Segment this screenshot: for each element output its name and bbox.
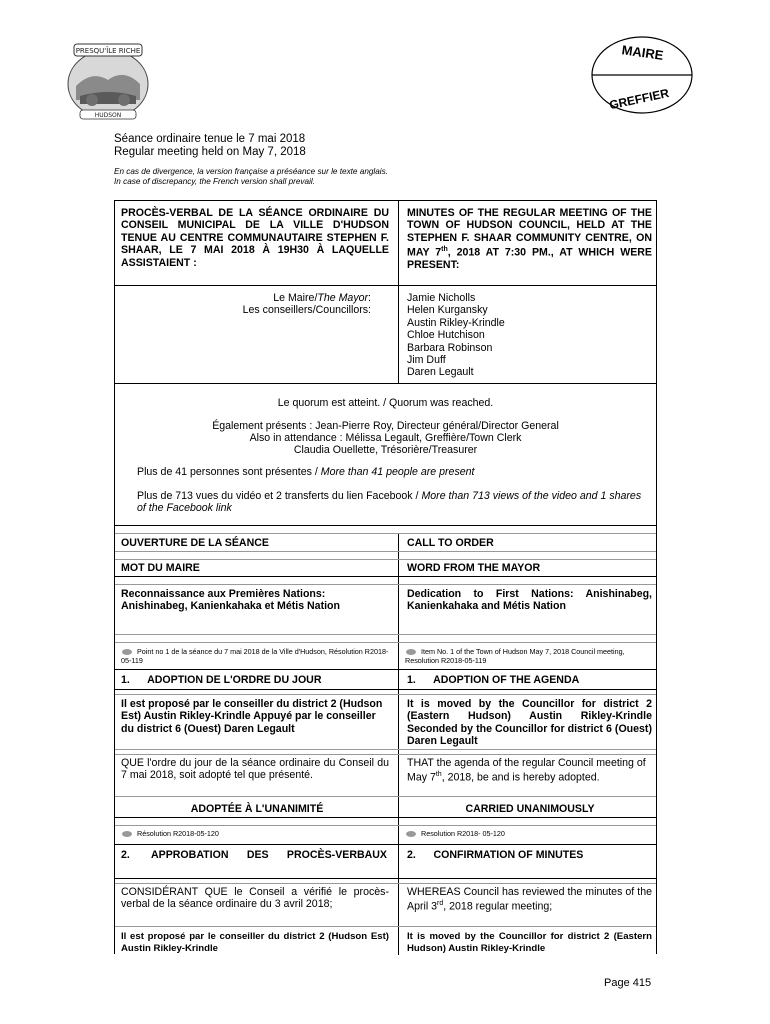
opening-en: CALL TO ORDER <box>407 537 494 549</box>
also-present-line2: Also in attendance : Mélissa Legault, Greffière/Town Clerk <box>249 432 522 444</box>
hudson-crest-logo <box>62 40 154 124</box>
people-present: Plus de 41 personnes sont présentes / More than 41 people are present <box>137 466 475 478</box>
video-views: Plus de 713 vues du vidéo et 2 transferts du lien Facebook / More than 713 views of the video and 1 shares of the Facebook link <box>137 490 642 515</box>
item2-title-en: 2. CONFIRMATION OF MINUTES <box>407 849 584 861</box>
item1-ref-fr: Point no 1 de la séance du 7 mai 2018 de la Ville d'Hudson, Résolution R2018-05-119 <box>121 647 389 666</box>
item1-title-en: 1. ADOPTION OF THE AGENDA <box>407 674 580 686</box>
item1-result-en: CARRIED UNANIMOUSLY <box>465 803 595 815</box>
item2-whereas-en: WHEREAS Council has reviewed the minutes of the April 3rd, 2018 regular meeting; <box>407 886 652 913</box>
list-item: Jamie Nicholls <box>407 292 476 304</box>
item2-whereas-fr: CONSIDÉRANT QUE le Conseil a vérifié le procès-verbal de la séance ordinaire du 3 avril 2018; <box>121 886 389 911</box>
resolution-icon <box>121 648 133 656</box>
first-nations-en: Dedication to First Nations: Anishinabeg, Kanienkahaka and Métis Nation <box>407 588 652 613</box>
item1-moved-en: It is moved by the Councillor for district 2 (Eastern Hudson) Austin Rikley-Krindle Seconded by the Councillor for district 6 (Ouest) Daren Legault <box>407 698 652 748</box>
page-number: Page 415 <box>604 977 652 989</box>
mayor-word-fr: MOT DU MAIRE <box>121 562 200 574</box>
list-item: Jim Duff <box>407 353 446 366</box>
maire-greffier-stamp <box>590 35 695 115</box>
item1-body-en: THAT the agenda of the regular Council meeting of May 7th, 2018, be and is hereby adopted. <box>407 757 646 784</box>
svg-text:PRESQU'ÎLE RICHE: PRESQU'ÎLE RICHE <box>75 47 141 55</box>
item1-title-fr: 1. ADOPTION DE L'ORDRE DU JOUR <box>121 674 322 686</box>
list-item: Austin Rikley-Krindle <box>407 316 505 329</box>
list-item: Daren Legault <box>407 366 474 379</box>
item1-ref-en: Item No. 1 of the Town of Hudson May 7, 2018 Council meeting, Resolution R2018-05-119 <box>405 647 625 666</box>
meeting-date-fr: Séance ordinaire tenue le 7 mai 2018 <box>114 133 306 145</box>
also-present-line1: Également présents : Jean-Pierre Roy, Directeur général/Director General <box>212 420 559 432</box>
also-present-line3: Claudia Ouellette, Trésorière/Treasurer <box>293 444 478 456</box>
mayor-word-en: WORD FROM THE MAYOR <box>407 562 541 574</box>
item2-moved-fr: Il est proposé par le conseiller du district 2 (Hudson Est) Austin Rikley-Krindle <box>121 931 389 954</box>
item1-body-fr: QUE l'ordre du jour de la séance ordinaire du Conseil du 7 mai 2018, soit adopté tel que présenté. <box>121 757 389 782</box>
first-nations-fr: Reconnaissance aux Premières Nations: Anishinabeg, Kanienkahaka et Métis Nation <box>121 588 340 613</box>
item2-title-fr: APPROBATION DES PROCÈS-VERBAUX <box>151 849 387 861</box>
resolution-icon <box>405 830 417 838</box>
svg-text:GREFFIER: GREFFIER <box>608 85 671 113</box>
item1-result-fr: ADOPTÉE À L'UNANIMITÉ <box>190 803 324 815</box>
opening-fr: OUVERTURE DE LA SÉANCE <box>121 537 269 549</box>
item2-moved-en: It is moved by the Councillor for district 2 (Eastern Hudson) Austin Rikley-Krindle <box>407 931 652 954</box>
item2-num-fr: 2. <box>121 849 130 861</box>
item1-moved-fr: Il est proposé par le conseiller du district 2 (Hudson Est) Austin Rikley-Krindle Appuyé par le conseiller du district 6 (Ouest) Daren Legault <box>121 698 383 735</box>
meeting-date-en: Regular meeting held on May 7, 2018 <box>114 146 306 158</box>
list-item: Barbara Robinson <box>407 341 493 354</box>
item2-ref-fr: Résolution R2018-05-120 <box>121 829 393 838</box>
intro-fr: PROCÈS-VERBAL DE LA SÉANCE ORDINAIRE DU CONSEIL MUNICIPAL DE LA VILLE D'HUDSON TENUE AU CENTRE COMMUNAUTAIRE STEPHEN F. SHAAR, LE 7 MAI 2018 À 19H30 À LAQUELLE ASSISTAIENT : <box>121 207 389 269</box>
svg-text:MAIRE: MAIRE <box>620 42 665 63</box>
mayor-label: Le Maire/The Mayor: <box>273 292 371 304</box>
resolution-icon <box>405 648 417 656</box>
intro-en: MINUTES OF THE REGULAR MEETING OF THE TOWN OF HUDSON COUNCIL, HELD AT THE STEPHEN F. SHAAR COMMUNITY CENTRE, ON MAY 7th, 2018 AT 7:30 PM., AT WHICH WERE PRESENT: <box>407 207 652 272</box>
list-item: Chloe Hutchison <box>407 329 485 342</box>
resolution-icon <box>121 830 133 838</box>
attendance-list <box>407 292 652 379</box>
svg-text:HUDSON: HUDSON <box>94 112 122 119</box>
quorum-text: Le quorum est atteint. / Quorum was reached. <box>277 397 494 409</box>
minutes-table <box>114 200 657 954</box>
councillors-label: Les conseillers/Councillors: <box>242 304 371 316</box>
language-note-fr: En cas de divergence, la version française a préséance sur le texte anglais. <box>114 167 388 176</box>
list-item: Helen Kurgansky <box>407 304 488 317</box>
language-note-en: In case of discrepancy, the French version shall prevail. <box>114 177 315 186</box>
item2-ref-en: Resolution R2018- 05-120 <box>405 829 655 838</box>
